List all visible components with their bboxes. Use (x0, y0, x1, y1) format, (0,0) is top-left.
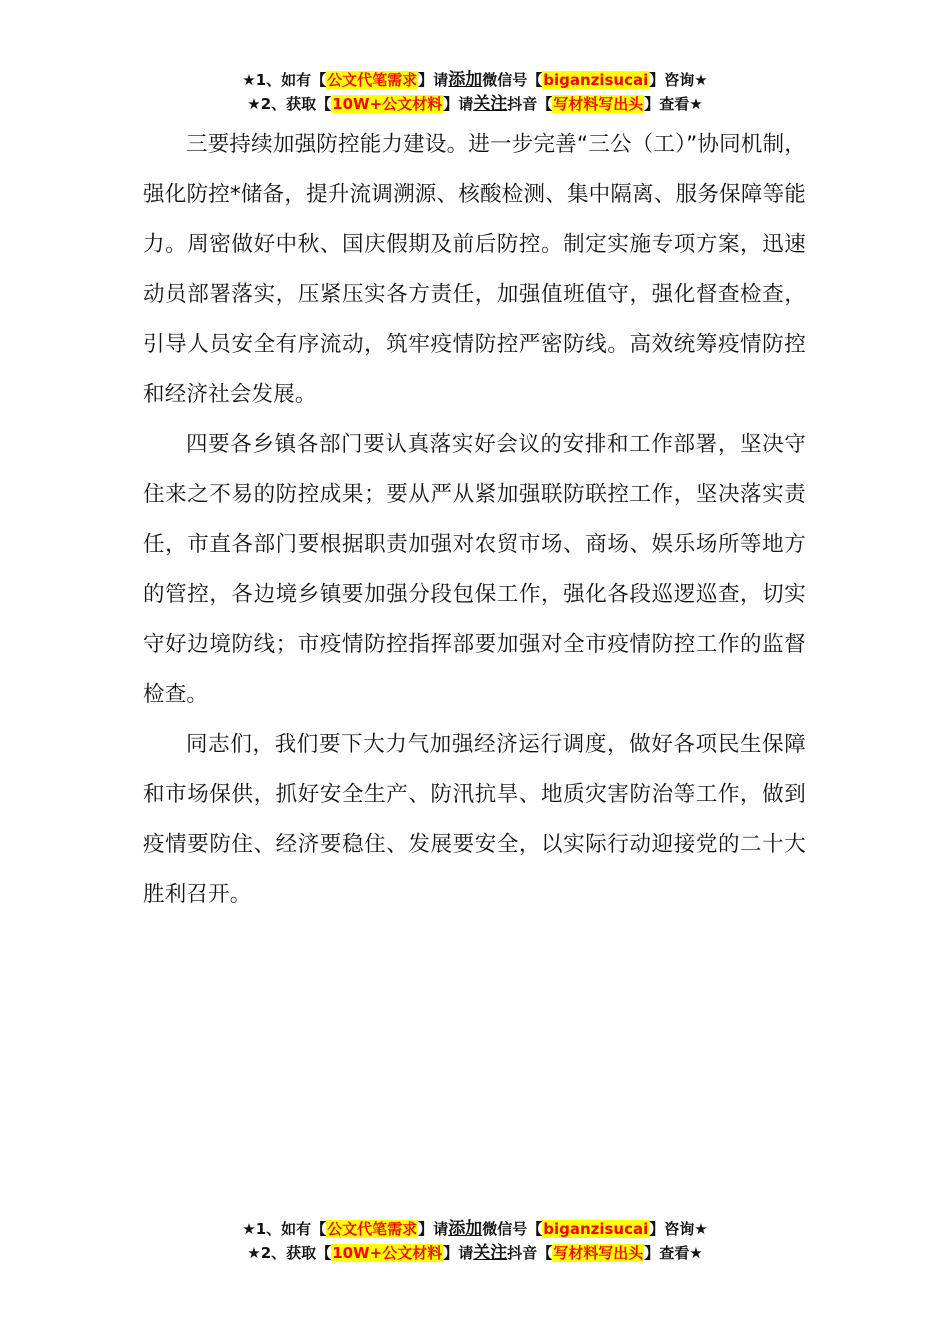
header-banner (0, 68, 950, 116)
banner-highlight-service: 公文代笔需求 (327, 1220, 418, 1238)
document-body (143, 120, 806, 920)
banner-text: 】咨询★ (649, 71, 708, 89)
banner-text: 抖音【 (507, 1244, 553, 1262)
banner-text: 抖音【 (507, 95, 553, 113)
banner-highlight-douyin-id: 写材料写出头 (553, 1244, 644, 1262)
banner-emphasis: 关注 (473, 1243, 508, 1263)
paragraph-three: 三要持续加强防控能力建设。进一步完善“三公（工）”协同机制，强化防控*储备，提升流调溯源、核酸检测、集中隔离、服务保障等能力。周密做好中秋、国庆假期及前后防控。制定实施专项方案，迅速动员部署落实，压紧压实各方责任，加强值班值守，强化督查检查，引导人员安全有序流动，筑牢疫情防控严密防线。高效统筹疫情防控和经济社会发展。 (143, 132, 806, 407)
paragraph-closing: 同志们，我们要下大力气加强经济运行调度，做好各项民生保障和市场保供，抓好安全生产、防汛抗旱、地质灾害防治等工作，做到疫情要防住、经济要稳住、发展要安全，以实际行动迎接党的二十大胜利召开。 (143, 732, 806, 907)
banner-emphasis: 关注 (473, 94, 508, 114)
banner-highlight-materials: 10W+公文材料 (332, 95, 443, 113)
banner-text: 】查看★ (644, 1244, 703, 1262)
banner-text: 】请 (443, 1244, 474, 1262)
banner-highlight-wechat-id: biganzisucai (543, 71, 649, 89)
header-banner-line-2 (0, 92, 950, 116)
banner-text: ★1、如有【 (242, 71, 327, 89)
banner-text: 】请 (443, 95, 474, 113)
header-banner-line-1 (0, 68, 950, 92)
banner-text: 】请 (418, 71, 449, 89)
banner-highlight-service: 公文代笔需求 (327, 71, 418, 89)
footer-banner-line-2 (0, 1241, 950, 1265)
footer-banner-line-1 (0, 1217, 950, 1241)
banner-text: 】查看★ (644, 95, 703, 113)
banner-text: 】咨询★ (649, 1220, 708, 1238)
banner-text: ★1、如有【 (242, 1220, 327, 1238)
banner-highlight-wechat-id: biganzisucai (543, 1220, 649, 1238)
banner-text: 】请 (418, 1220, 449, 1238)
banner-emphasis: 添加 (448, 70, 483, 90)
banner-highlight-materials: 10W+公文材料 (332, 1244, 443, 1262)
paragraph-four: 四要各乡镇各部门要认真落实好会议的安排和工作部署，坚决守住来之不易的防控成果；要从严从紧加强联防联控工作，坚决落实责任，市直各部门要根据职责加强对农贸市场、商场、娱乐场所等地方的管控，各边境乡镇要加强分段包保工作，强化各段巡逻巡查，切实守好边境防线；市疫情防控指挥部要加强对全市疫情防控工作的监督检查。 (143, 432, 806, 707)
banner-emphasis: 添加 (448, 1219, 483, 1239)
banner-text: 微信号【 (482, 1220, 543, 1238)
banner-highlight-douyin-id: 写材料写出头 (553, 95, 644, 113)
banner-text: ★2、获取【 (247, 1244, 332, 1262)
footer-banner (0, 1217, 950, 1265)
banner-text: 微信号【 (482, 71, 543, 89)
banner-text: ★2、获取【 (247, 95, 332, 113)
